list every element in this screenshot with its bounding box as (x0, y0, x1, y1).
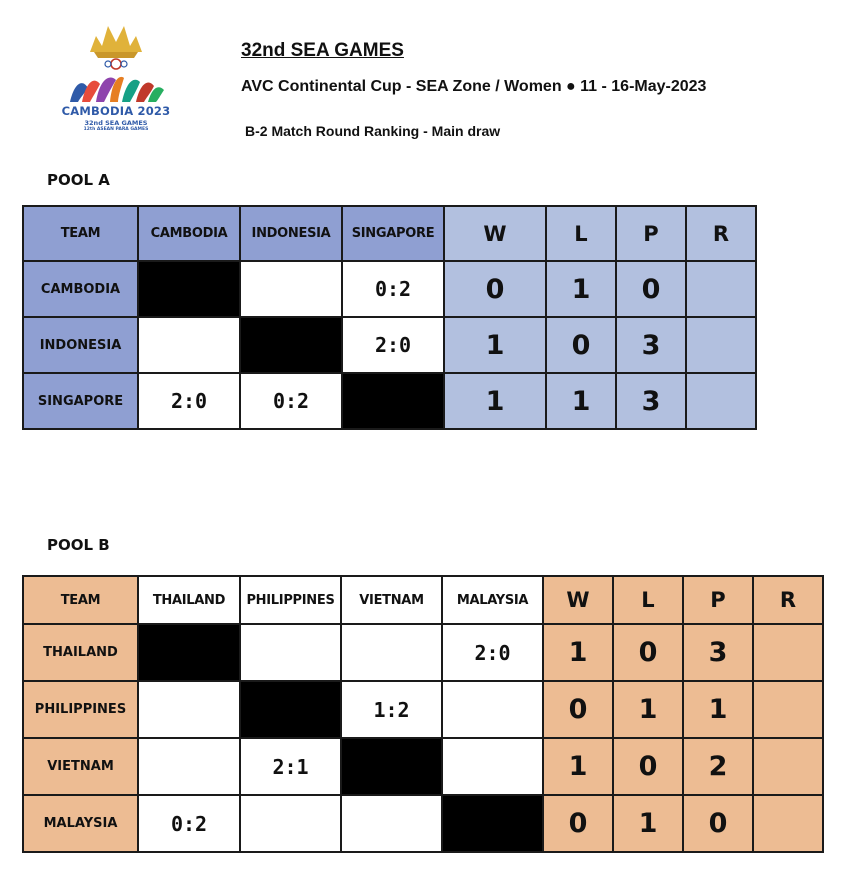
page-subtitle: AVC Continental Cup - SEA Zone / Women ● 11 - 16-May-2023 (241, 78, 707, 95)
row-team-vietnam: VIETNAM (23, 738, 138, 795)
table-row (23, 317, 756, 373)
stat-l-value: 0 (546, 317, 616, 373)
stat-p-value: 0 (616, 261, 686, 317)
stat-l-value: 1 (546, 373, 616, 429)
empty-result-cell (240, 795, 341, 852)
empty-result-cell (442, 681, 543, 738)
stat-header-l: L (613, 576, 683, 624)
row-team-malaysia: MALAYSIA (23, 795, 138, 852)
stat-w-value: 1 (444, 373, 546, 429)
stat-p-value: 3 (683, 624, 753, 681)
empty-result-cell (341, 795, 442, 852)
column-header-malaysia: MALAYSIA (442, 576, 543, 624)
logo-line-2: 32nd SEA GAMES (84, 119, 148, 127)
match-score: 2:0 (138, 373, 240, 429)
stat-l-value: 1 (613, 681, 683, 738)
header-row (23, 576, 823, 624)
table-row (23, 738, 823, 795)
stat-l-value: 1 (546, 261, 616, 317)
column-header-singapore: SINGAPORE (342, 206, 444, 261)
stat-header-l: L (546, 206, 616, 261)
row-team-thailand: THAILAND (23, 624, 138, 681)
stat-p-value: 3 (616, 373, 686, 429)
column-header-vietnam: VIETNAM (341, 576, 442, 624)
row-team-philippines: PHILIPPINES (23, 681, 138, 738)
table-row (23, 261, 756, 317)
match-score: 0:2 (342, 261, 444, 317)
empty-result-cell (240, 261, 342, 317)
stat-w-value: 1 (444, 317, 546, 373)
pool-a-label: POOL A (47, 171, 110, 189)
empty-result-cell (442, 738, 543, 795)
team-header: TEAM (23, 206, 138, 261)
stat-header-p: P (616, 206, 686, 261)
empty-result-cell (138, 738, 240, 795)
self-match-cell (138, 624, 240, 681)
stat-p-value: 0 (683, 795, 753, 852)
stat-r-value (753, 795, 823, 852)
match-score: 0:2 (240, 373, 342, 429)
self-match-cell (342, 373, 444, 429)
column-header-indonesia: INDONESIA (240, 206, 342, 261)
column-header-thailand: THAILAND (138, 576, 240, 624)
empty-result-cell (138, 681, 240, 738)
logo-line-1: CAMBODIA 2023 (61, 104, 171, 118)
stat-header-w: W (444, 206, 546, 261)
self-match-cell (341, 738, 442, 795)
table-row (23, 681, 823, 738)
header-row (23, 206, 756, 261)
stat-r-value (686, 317, 756, 373)
empty-result-cell (240, 624, 341, 681)
self-match-cell (442, 795, 543, 852)
self-match-cell (240, 681, 341, 738)
sea-games-logo (60, 18, 172, 138)
self-match-cell (138, 261, 240, 317)
empty-result-cell (138, 317, 240, 373)
row-team-singapore: SINGAPORE (23, 373, 138, 429)
stat-w-value: 0 (543, 681, 613, 738)
stat-r-value (686, 261, 756, 317)
stat-header-w: W (543, 576, 613, 624)
match-score: 2:1 (240, 738, 341, 795)
stat-w-value: 1 (543, 738, 613, 795)
row-team-indonesia: INDONESIA (23, 317, 138, 373)
stat-l-value: 0 (613, 624, 683, 681)
stat-p-value: 1 (683, 681, 753, 738)
angkor-crown-icon (60, 18, 172, 106)
column-header-cambodia: CAMBODIA (138, 206, 240, 261)
match-score: 1:2 (341, 681, 442, 738)
self-match-cell (240, 317, 342, 373)
page-title: 32nd SEA GAMES (241, 40, 404, 61)
pool-b-label: POOL B (47, 536, 110, 554)
stat-p-value: 2 (683, 738, 753, 795)
column-header-philippines: PHILIPPINES (240, 576, 341, 624)
stat-r-value (686, 373, 756, 429)
stat-header-p: P (683, 576, 753, 624)
table-row (23, 624, 823, 681)
empty-result-cell (341, 624, 442, 681)
stat-l-value: 0 (613, 738, 683, 795)
match-score: 2:0 (442, 624, 543, 681)
table-row (23, 373, 756, 429)
stat-p-value: 3 (616, 317, 686, 373)
stat-w-value: 1 (543, 624, 613, 681)
stat-r-value (753, 681, 823, 738)
logo-line-3: 12th ASEAN PARA GAMES (83, 127, 149, 132)
match-score: 0:2 (138, 795, 240, 852)
stat-header-r: R (753, 576, 823, 624)
stat-w-value: 0 (543, 795, 613, 852)
stat-r-value (753, 738, 823, 795)
stat-header-r: R (686, 206, 756, 261)
stat-l-value: 1 (613, 795, 683, 852)
pool-a-table (22, 205, 757, 430)
table-row (23, 795, 823, 852)
stat-w-value: 0 (444, 261, 546, 317)
row-team-cambodia: CAMBODIA (23, 261, 138, 317)
team-header: TEAM (23, 576, 138, 624)
ranking-title: B-2 Match Round Ranking - Main draw (245, 123, 501, 139)
stat-r-value (753, 624, 823, 681)
pool-b-table (22, 575, 824, 853)
match-score: 2:0 (342, 317, 444, 373)
